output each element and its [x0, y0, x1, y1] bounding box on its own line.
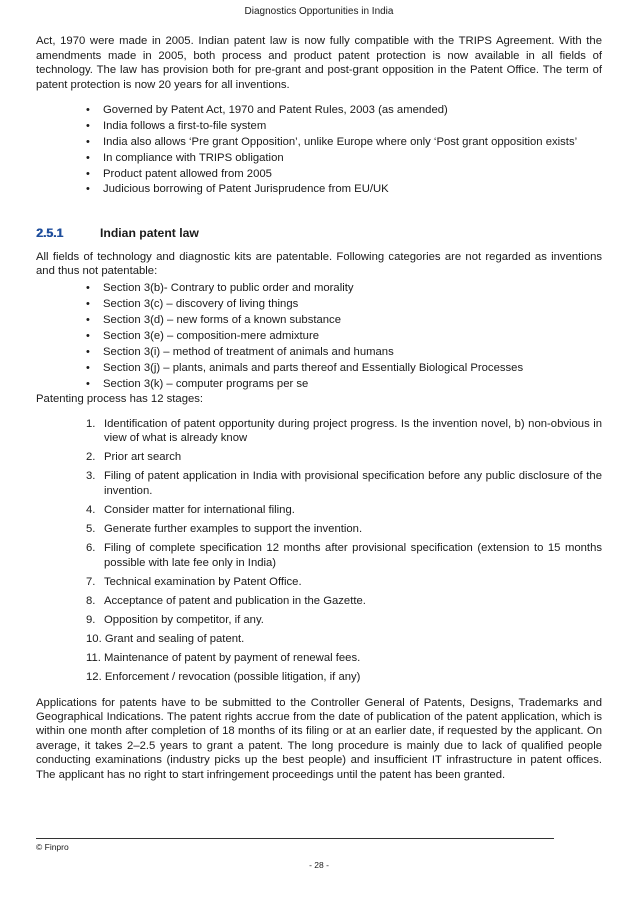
step-text: Acceptance of patent and publication in the Gazette. — [104, 594, 366, 607]
list-item — [86, 613, 602, 628]
section-heading — [36, 226, 602, 241]
list-item: • Governed by Patent Act, 1970 and Patent Rules, 2003 (as amended) — [86, 103, 602, 119]
highlights-list — [36, 103, 602, 198]
list-item: • India also allows ‘Pre grant Opposition’, unlike Europe where only ‘Post grant opposition exists’ — [86, 135, 602, 151]
step-number: 4. — [86, 503, 96, 516]
list-item — [86, 594, 602, 609]
closing-paragraph: Applications for patents have to be submitted to the Controller General of Patents, Designs, Trademarks and Geographical Indications. The patent rights accrue from the date of publication of the patent application, which is within one month after completion of 18 months of its filing or at an earlier date, if requested by the applicant. On average, it takes 2–2.5 years to grant a patent. The long procedure is mainly due to lack of qualified people conducting examinations (industry picks up the best people) and insufficient IT infrastructure in patent offices. The applicant has no right to start infringement proceedings until the patent has been granted. — [36, 696, 602, 781]
step-number: 9. — [86, 613, 96, 626]
step-text: Enforcement / revocation (possible litigation, if any) — [104, 671, 361, 684]
excluded-categories-list — [36, 280, 602, 392]
step-text: Maintenance of patent by payment of renewal fees. — [104, 651, 361, 664]
section-title: Indian patent law — [100, 226, 199, 241]
step-number: 2. — [86, 451, 96, 464]
list-item — [86, 469, 602, 498]
page-number: - 28 - — [309, 860, 329, 870]
list-item — [86, 541, 602, 570]
list-item: • Section 3(e) – composition-mere admixture — [86, 328, 602, 344]
step-number: 8. — [86, 594, 96, 607]
list-item — [86, 575, 602, 590]
list-item: • Section 3(j) – plants, animals and parts thereof and Essentially Biological Processes — [86, 360, 602, 376]
list-item: • Judicious borrowing of Patent Jurisprudence from EU/UK — [86, 182, 602, 198]
step-text: Prior art search — [104, 451, 182, 464]
step-number: 5. — [86, 522, 96, 535]
list-item — [86, 632, 602, 647]
running-header: Diagnostics Opportunities in India — [244, 6, 394, 17]
page-body — [36, 34, 602, 782]
step-text: Consider matter for international filing. — [104, 503, 295, 516]
list-item — [86, 417, 602, 446]
categories-intro: All fields of technology and diagnostic kits are patentable. Following categories are not regarded as inventions and thus not patentable: — [36, 250, 602, 278]
list-item: • Product patent allowed from 2005 — [86, 167, 602, 183]
list-item — [86, 651, 602, 666]
step-number: 10. — [86, 632, 102, 645]
intro-paragraph: Act, 1970 were made in 2005. Indian patent law is now fully compatible with the TRIPS Agreement. With the amendments made in 2005, both process and product patent protection is now available in all fields of technology. The law has provision both for pre-grant and post-grant opposition in the Patent Office. The term of patent protection is now 20 years for all inventions. — [36, 35, 602, 91]
step-number: 6. — [86, 542, 96, 554]
list-item — [86, 670, 602, 685]
list-item — [86, 450, 602, 465]
footer-copyright: © Finpro — [36, 842, 69, 852]
step-number: 11. — [86, 651, 101, 664]
footer-divider — [36, 838, 554, 839]
step-text: Opposition by competitor, if any. — [104, 613, 264, 626]
step-number: 7. — [86, 575, 96, 588]
list-item: • Section 3(k) – computer programs per se — [86, 376, 602, 392]
step-number: 1. — [86, 417, 96, 430]
list-item — [86, 522, 602, 537]
list-item: • India follows a first-to-file system — [86, 119, 602, 135]
step-number: 3. — [86, 470, 96, 483]
step-text: Technical examination by Patent Office. — [104, 575, 302, 588]
list-item: • Section 3(i) – method of treatment of animals and humans — [86, 344, 602, 360]
list-item: • Section 3(c) – discovery of living things — [86, 296, 602, 312]
step-text: Filing of complete specification 12 months after provisional specification (extension to 15 months possible with late fee only in India) — [104, 542, 602, 569]
step-text: Grant and sealing of patent. — [104, 632, 245, 645]
process-steps-list — [36, 417, 602, 685]
list-item: • Section 3(b)- Contrary to public order and morality — [86, 280, 602, 296]
step-text: Identification of patent opportunity during project progress. Is the invention novel, b) non-obvious in view of what is already know — [104, 417, 602, 445]
list-item: • In compliance with TRIPS obligation — [86, 151, 602, 167]
step-text: Generate further examples to support the invention. — [104, 522, 363, 535]
process-intro: Patenting process has 12 stages: — [36, 392, 204, 405]
list-item: • Section 3(d) – new forms of a known substance — [86, 312, 602, 328]
step-number: 12. — [86, 671, 102, 684]
list-item — [86, 503, 602, 518]
step-text: Filing of patent application in India with provisional specification before any public disclosure of the invention. — [104, 470, 602, 497]
section-number: 2.5.1 — [36, 226, 64, 241]
